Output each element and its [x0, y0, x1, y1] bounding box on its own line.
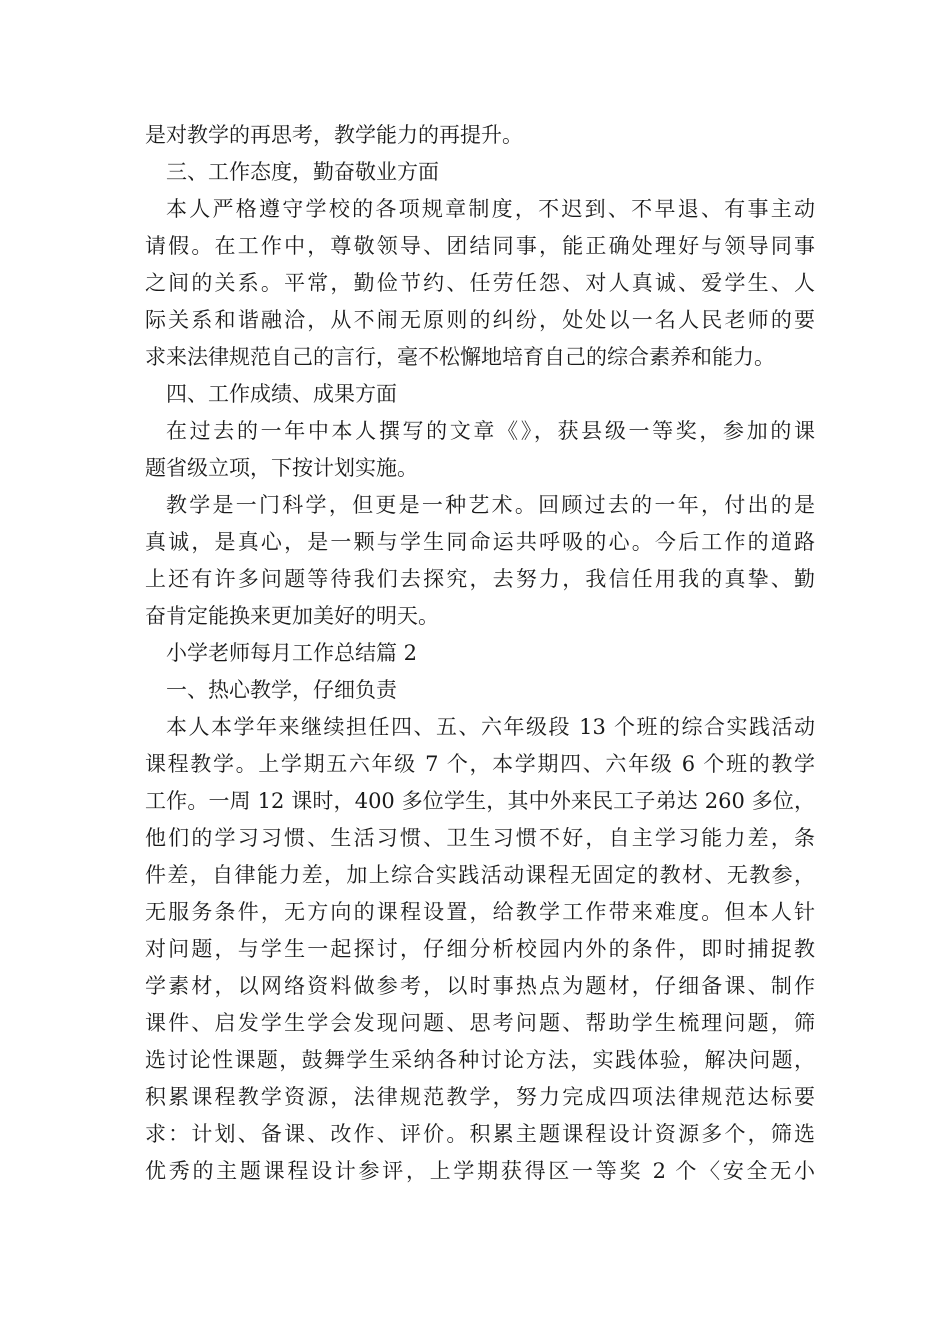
text-line: 请假。在工作中，尊敬领导、团结同事，能正确处理好与领导同事 — [145, 234, 815, 258]
text-line: 课程教学。上学期五六年级 7 个，本学期四、六年级 6 个班的教学 — [145, 752, 815, 776]
text-line: 三、工作态度，勤奋敬业方面 — [166, 160, 439, 184]
text-line: 积累课程教学资源，法律规范教学，努力完成四项法律规范达标要 — [145, 1085, 815, 1109]
text-line: 优秀的主题课程设计参评，上学期获得区一等奖 2 个〈安全无小 — [145, 1159, 815, 1183]
text-line: 真诚，是真心，是一颗与学生同命运共呼吸的心。今后工作的道路 — [145, 530, 815, 554]
text-line: 选讨论性课题，鼓舞学生采纳各种讨论方法，实践体验，解决问题， — [145, 1048, 815, 1072]
text-line: 他们的学习习惯、生活习惯、卫生习惯不好，自主学习能力差，条 — [145, 826, 815, 850]
text-line: 课件、启发学生学会发现问题、思考问题、帮助学生梳理问题，筛 — [145, 1011, 815, 1035]
text-line: 工作。一周 12 课时，400 多位学生，其中外来民工子弟达 260 多位， — [145, 789, 815, 813]
text-line: 对问题，与学生一起探讨，仔细分析校园内外的条件，即时捕捉教 — [145, 937, 815, 961]
text-line: 际关系和谐融洽，从不闹无原则的纠纷，处处以一名人民老师的要 — [145, 308, 815, 332]
text-line: 在过去的一年中本人撰写的文章《》，获县级一等奖，参加的课 — [166, 419, 815, 443]
text-line: 四、工作成绩、成果方面 — [166, 382, 397, 406]
text-line: 无服务条件，无方向的课程设置，给教学工作带来难度。但本人针 — [145, 900, 815, 924]
text-line: 学素材，以网络资料做参考，以时事热点为题材，仔细备课、制作 — [145, 974, 815, 998]
text-line: 求：计划、备课、改作、评价。积累主题课程设计资源多个，筛选 — [145, 1122, 815, 1146]
text-line: 奋肯定能换来更加美好的明天。 — [145, 604, 439, 628]
text-line: 之间的关系。平常，勤俭节约、任劳任怨、对人真诚、爱学生、人 — [145, 271, 815, 295]
text-line: 求来法律规范自己的言行，毫不松懈地培育自己的综合素养和能力。 — [145, 345, 775, 369]
text-line: 教学是一门科学，但更是一种艺术。回顾过去的一年，付出的是 — [166, 493, 815, 517]
document-body — [145, 117, 815, 1190]
text-line: 题省级立项，下按计划实施。 — [145, 456, 418, 480]
text-line: 件差，自律能力差，加上综合实践活动课程无固定的教材、无教参， — [145, 863, 815, 887]
text-line: 一、热心教学，仔细负责 — [166, 678, 397, 702]
text-line: 本人严格遵守学校的各项规章制度，不迟到、不早退、有事主动 — [166, 197, 815, 221]
text-line: 本人本学年来继续担任四、五、六年级段 13 个班的综合实践活动 — [166, 715, 815, 739]
text-line: 上还有许多问题等待我们去探究，去努力，我信任用我的真挚、勤 — [145, 567, 815, 591]
text-line: 小学老师每月工作总结篇 2 — [166, 641, 418, 665]
text-line: 是对教学的再思考，教学能力的再提升。 — [145, 123, 523, 147]
